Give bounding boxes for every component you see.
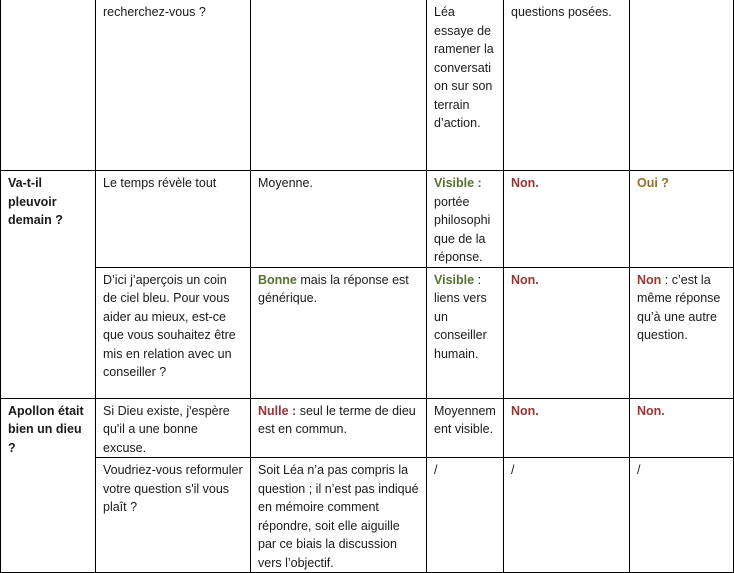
question-cell [1, 0, 96, 171]
question-cell [1, 171, 96, 399]
relevance-cell [251, 267, 427, 398]
reply-text: Le temps révèle tout [103, 176, 217, 190]
col5-label: Oui ? [637, 176, 669, 190]
question-text: Va-t-il pleuvoir demain ? [8, 176, 63, 227]
reply-text: D’ici j’aperçois un coin de ciel bleu. Pour vous aider au mieux, est-ce que vous souhaitez être mis en relation avec un conseiller ? [103, 272, 236, 379]
reply-cell [96, 398, 251, 458]
relevance-text: seul le terme de dieu est en commun. [258, 403, 416, 436]
visibility-cell [427, 398, 504, 458]
visibility-cell [427, 267, 504, 398]
question-cell [1, 398, 96, 573]
reply-cell [96, 267, 251, 398]
col4-text: questions posées. [511, 5, 612, 19]
col5-label: Non. [637, 403, 665, 418]
col5-cell [630, 171, 734, 268]
relevance-text: Moyenne. [258, 176, 313, 190]
table-row [1, 458, 734, 573]
relevance-cell [251, 0, 427, 171]
visibility-text: : liens vers un conseiller humain. [434, 272, 487, 361]
col5-cell [630, 0, 734, 171]
reply-text: recherchez-vous ? [103, 5, 206, 19]
relevance-text: Soit Léa n’a pas compris la question ; il n’est pas indiqué en mémoire comment répondre, soit elle aiguille par ce biais la discussion vers l’objectif. [258, 463, 419, 570]
reply-cell [96, 0, 251, 171]
visibility-text: / [434, 463, 438, 477]
question-text: Apollon était bien un dieu ? [8, 403, 84, 455]
table-row [1, 171, 734, 268]
col5-text: / [637, 463, 641, 477]
relevance-text: mais la réponse est générique. [258, 272, 409, 305]
table-row [1, 0, 734, 171]
reply-cell [96, 171, 251, 268]
visibility-cell [427, 0, 504, 171]
relevance-cell [251, 398, 427, 458]
col4-cell [504, 0, 630, 171]
table-row [1, 398, 734, 458]
visibility-text: Léa essaye de ramener la conversation sur son terrain d’action. [434, 5, 494, 130]
relevance-cell [251, 458, 427, 573]
visibility-label: Visible : [434, 176, 482, 190]
relevance-cell [251, 171, 427, 268]
col4-cell [504, 458, 630, 573]
relevance-label: Bonne [258, 272, 297, 287]
visibility-cell [427, 458, 504, 573]
col4-label: Non. [511, 176, 539, 190]
col4-cell [504, 171, 630, 268]
col4-label: Non. [511, 403, 539, 418]
col5-cell [630, 398, 734, 458]
col4-label: Non. [511, 272, 539, 287]
col4-text: / [511, 463, 515, 477]
visibility-label: Visible [434, 272, 475, 287]
col4-cell [504, 267, 630, 398]
reply-text: Voudriez-vous reformuler votre question s'il vous plaît ? [103, 463, 243, 514]
table-row [1, 267, 734, 398]
reply-text: Si Dieu existe, j'espère qu'il a une bonne excuse. [103, 403, 230, 455]
visibility-text: portée philosophique de la réponse. [434, 194, 491, 264]
col4-cell [504, 398, 630, 458]
relevance-label: Nulle : [258, 403, 297, 418]
col5-cell [630, 267, 734, 398]
col5-text: : c’est la même réponse qu’à une autre question. [637, 272, 721, 342]
reply-cell [96, 458, 251, 573]
col5-cell [630, 458, 734, 573]
visibility-cell [427, 171, 504, 268]
visibility-text: Moyennement visible. [434, 403, 496, 436]
col5-label: Non [637, 272, 662, 287]
